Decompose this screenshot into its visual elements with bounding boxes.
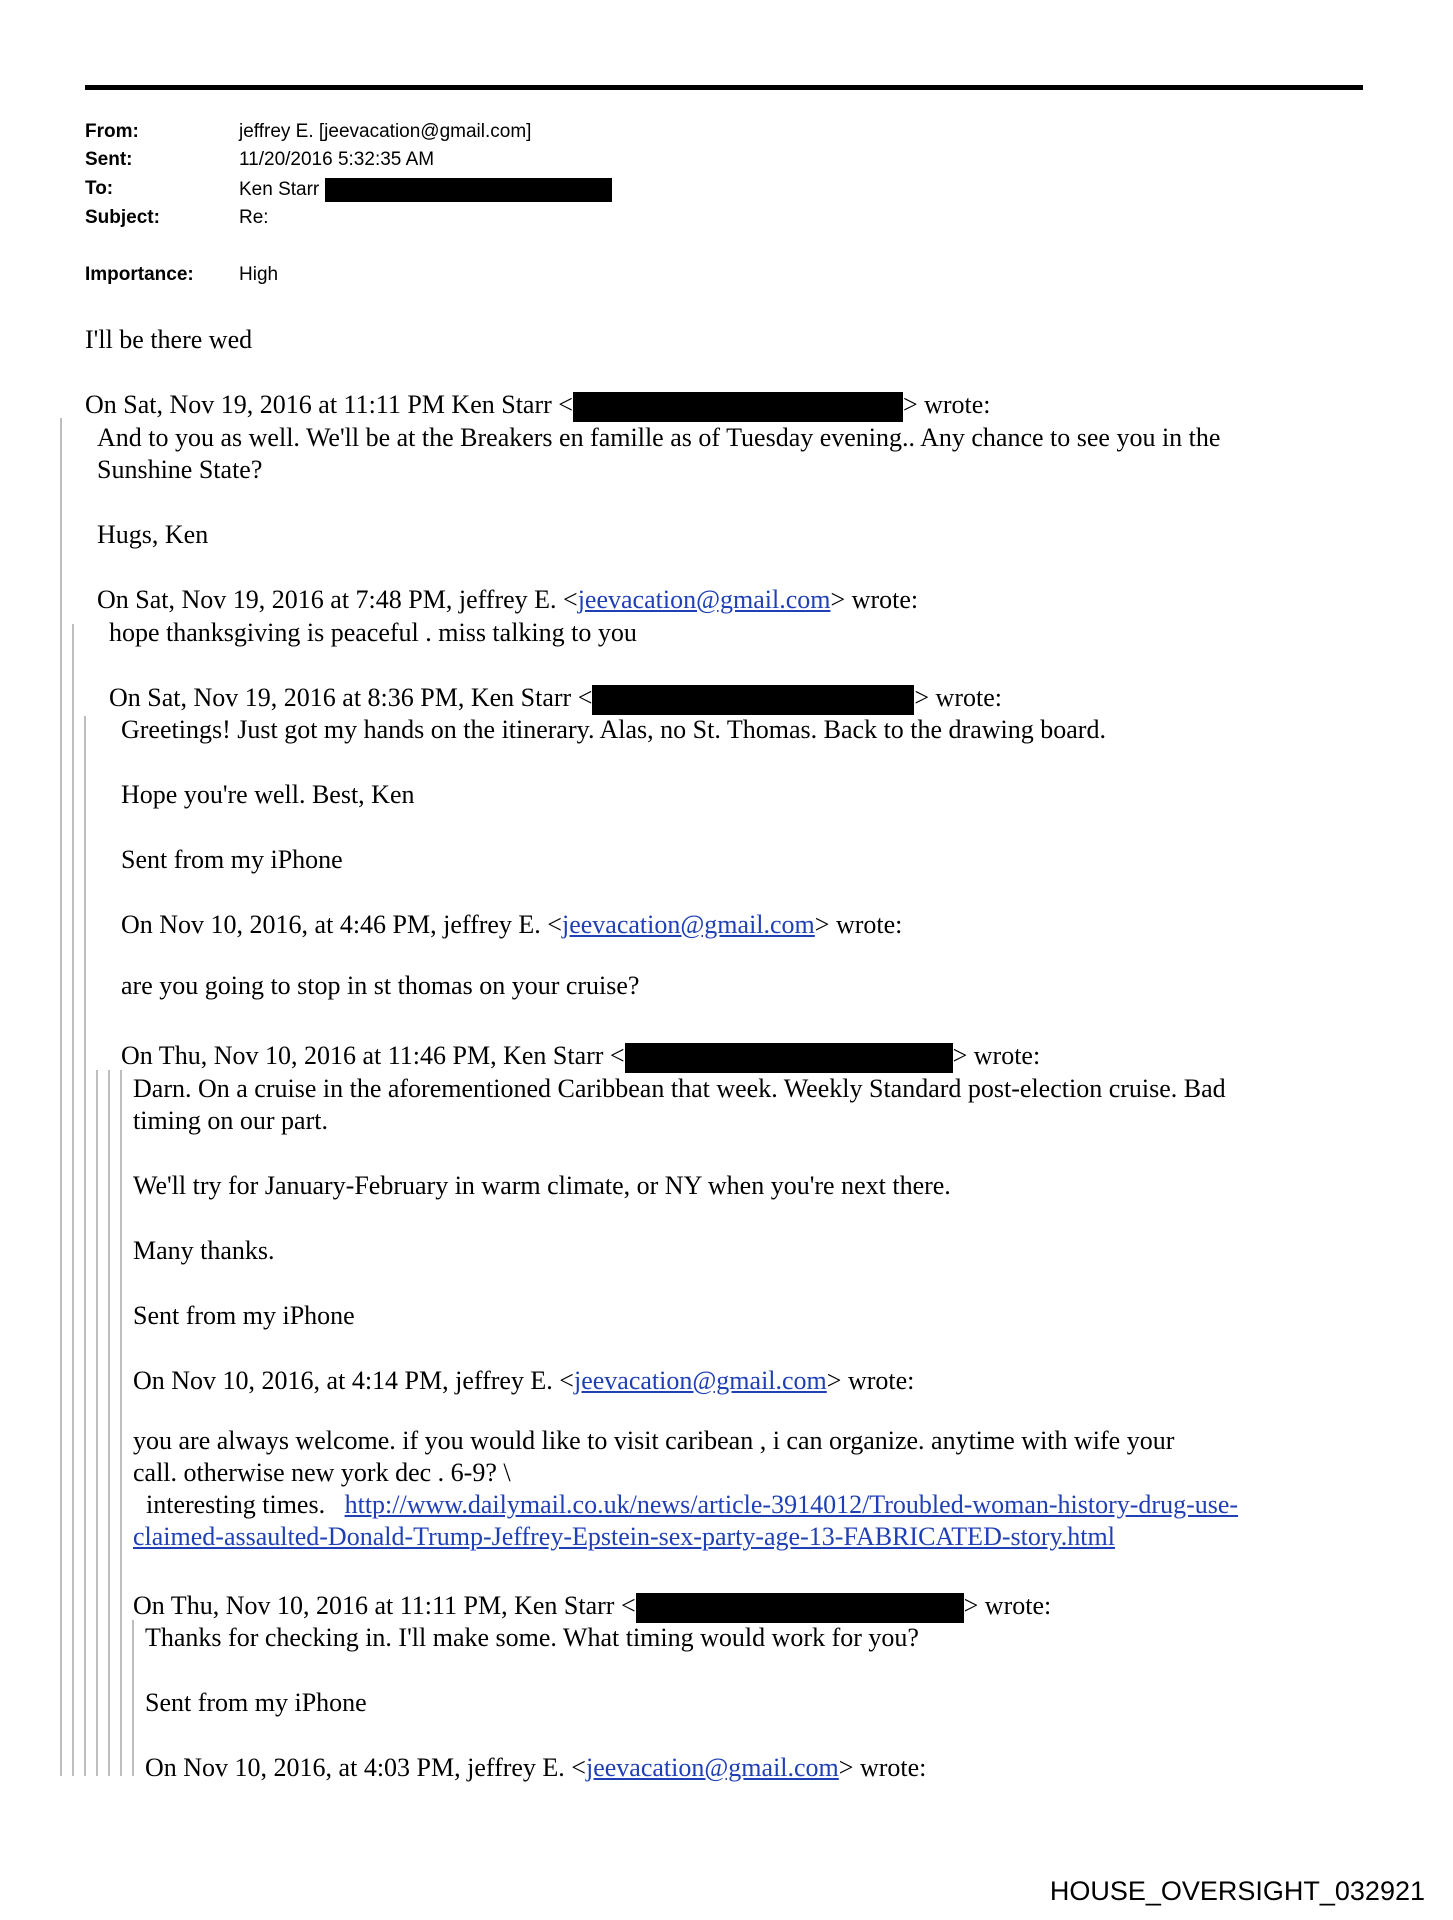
top-rule [85, 85, 1363, 90]
redaction-box [573, 392, 903, 422]
quote-bar [108, 1070, 110, 1776]
attribution-text: On Nov 10, 2016, at 4:46 PM, jeffrey E. < [121, 910, 562, 939]
attribution-text: > wrote: [963, 1591, 1052, 1620]
quote-attribution [109, 682, 1002, 715]
subject-label: Subject: [85, 207, 160, 228]
email-link[interactable]: jeevacation@gmail.com [577, 585, 831, 614]
attribution-text: > wrote: [914, 683, 1002, 712]
article-link[interactable]: http://www.dailymail.co.uk/news/article-3914012/Troubled-woman-history-drug-use- [344, 1490, 1239, 1519]
message-line: you are always welcome. if you would like to visit caribean , i can organize. anytime with wife your [133, 1426, 1175, 1455]
attribution-text: On Thu, Nov 10, 2016 at 11:46 PM, Ken Starr < [121, 1041, 625, 1070]
attribution-text: > wrote: [902, 390, 991, 419]
message-line: Greetings! Just got my hands on the itinerary. Alas, no St. Thomas. Back to the drawing board. [121, 715, 1106, 744]
message-line: Sunshine State? [97, 455, 263, 484]
to-name: Ken Starr [239, 179, 320, 201]
from-value: jeffrey E. [jeevacation@gmail.com] [239, 121, 532, 142]
quote-bar [72, 624, 74, 1776]
attribution-text: On Sat, Nov 19, 2016 at 11:11 PM Ken Starr < [85, 390, 573, 419]
quote-bar [96, 1070, 98, 1776]
message-line: Sent from my iPhone [133, 1301, 355, 1330]
subject-value: Re: [239, 207, 269, 228]
sent-value: 11/20/2016 5:32:35 AM [239, 149, 435, 170]
to-value [239, 178, 612, 202]
quote-attribution [85, 389, 991, 422]
quote-bar [132, 1620, 134, 1776]
message-line: Darn. On a cruise in the aforementioned Caribbean that week. Weekly Standard post-election cruise. Bad [133, 1074, 1226, 1103]
attribution-text: On Sat, Nov 19, 2016 at 8:36 PM, Ken Starr < [109, 683, 593, 712]
from-label: From: [85, 121, 139, 142]
importance-label: Importance: [85, 264, 194, 285]
quote-attribution [133, 1590, 1051, 1623]
redaction-box [625, 1043, 953, 1073]
message-line: timing on our part. [133, 1106, 328, 1135]
attribution-text: > wrote: [830, 585, 919, 614]
attribution-text: On Sat, Nov 19, 2016 at 7:48 PM, jeffrey E. < [97, 585, 578, 614]
attribution-text: > wrote: [838, 1753, 927, 1782]
email-link[interactable]: jeevacation@gmail.com [561, 910, 815, 939]
quote-attribution [121, 1040, 1040, 1073]
email-link[interactable]: jeevacation@gmail.com [573, 1366, 827, 1395]
quote-bar [60, 418, 62, 1776]
message-line: Sent from my iPhone [121, 845, 343, 874]
importance-value: High [239, 264, 279, 285]
attribution-text: On Nov 10, 2016, at 4:14 PM, jeffrey E. < [133, 1366, 574, 1395]
quote-bar [84, 716, 86, 1776]
sent-label: Sent: [85, 149, 133, 170]
redaction-box [636, 1593, 964, 1623]
message-line: call. otherwise new york dec . 6-9? \ [133, 1458, 511, 1487]
article-link[interactable]: claimed-assaulted-Donald-Trump-Jeffrey-Epstein-sex-party-age-13-FABRICATED-story.html [133, 1522, 1115, 1551]
bates-number: HOUSE_OVERSIGHT_032921 [1049, 1876, 1425, 1906]
message-line: Thanks for checking in. I'll make some. What timing would work for you? [145, 1623, 919, 1652]
redaction-box [592, 685, 914, 715]
quote-attribution [121, 909, 902, 941]
quote-attribution [145, 1752, 926, 1784]
message-line: We'll try for January-February in warm climate, or NY when you're next there. [133, 1171, 951, 1200]
message-line: Hope you're well. Best, Ken [121, 780, 415, 809]
message-line: Sent from my iPhone [145, 1688, 367, 1717]
attribution-text: > wrote: [814, 910, 903, 939]
quote-bar [120, 1070, 122, 1776]
quote-attribution [133, 1365, 914, 1397]
email-link[interactable]: jeevacation@gmail.com [585, 1753, 839, 1782]
attribution-text: On Nov 10, 2016, at 4:03 PM, jeffrey E. < [145, 1753, 586, 1782]
message-text: interesting times. [133, 1490, 345, 1519]
message-line: hope thanksgiving is peaceful . miss talking to you [109, 618, 637, 647]
message-signature: Hugs, Ken [97, 520, 209, 549]
message-line [133, 1489, 1238, 1521]
to-label: To: [85, 178, 114, 199]
message-line: Many thanks. [133, 1236, 275, 1265]
message-line [133, 1521, 1115, 1553]
redaction-box [325, 178, 612, 202]
reply-text: I'll be there wed [85, 325, 253, 354]
attribution-text: > wrote: [952, 1041, 1041, 1070]
quote-attribution [97, 584, 918, 616]
attribution-text: > wrote: [826, 1366, 915, 1395]
attribution-text: On Thu, Nov 10, 2016 at 11:11 PM, Ken Starr < [133, 1591, 636, 1620]
message-line: are you going to stop in st thomas on your cruise? [121, 971, 640, 1000]
message-line: And to you as well. We'll be at the Breakers en famille as of Tuesday evening.. Any chance to see you in the [97, 423, 1221, 452]
